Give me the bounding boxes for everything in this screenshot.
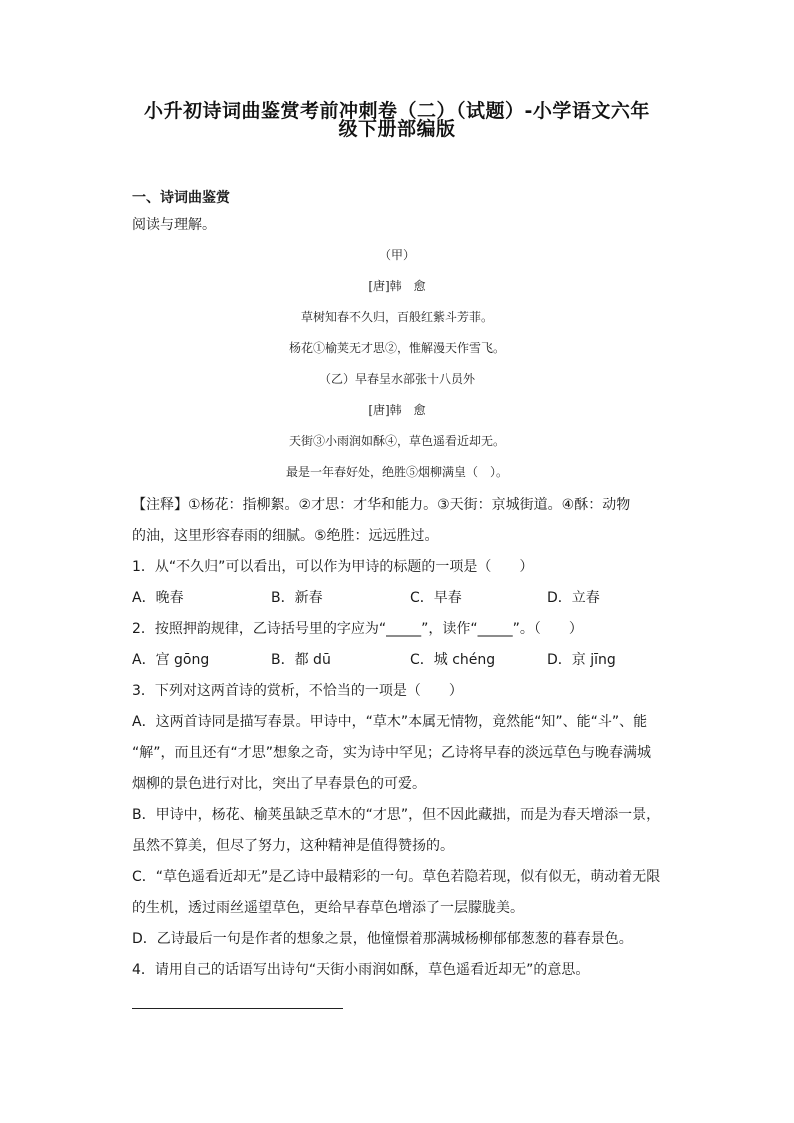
poem-yi-title: （乙）早春呈水部张十八员外 [318,372,475,386]
question-1-option-d: D．立春 [547,590,600,606]
question-3-option-a-line-2: “解”，而且还有“才思”想象之奇，实为诗中罕见；乙诗将早春的淡远草色与晚春满城 [132,745,652,761]
question-1-stem: 1．从“不久归”可以看出，可以作为甲诗的标题的一项是（ ） [132,559,534,575]
question-3-option-c-line-2: 的生机，透过雨丝遥望草色，更给早春草色增添了一层朦胧美。 [132,900,524,916]
question-3-stem: 3．下列对这两首诗的赏析，不恰当的一项是（ ） [132,683,463,699]
answer-line [132,1008,343,1009]
question-3-option-c-line-1: C．“草色遥看近却无”是乙诗中最精彩的一句。草色若隐若现，似有似无，萌动着无限 [132,869,661,885]
question-2-option-a: A．宫 gōng [132,652,210,668]
question-2-option-b: B．都 dū [271,652,331,668]
poem-jia-label: （甲） [378,248,415,262]
question-1-option-b: B．新春 [271,590,323,606]
question-1-option-c: C．早春 [410,590,462,606]
document-title-line-2: 级下册部编版 [338,118,456,140]
notes-line-2: 的油，这里形容春雨的细腻。⑤绝胜：远远胜过。 [132,528,439,544]
instruction-text: 阅读与理解。 [132,217,216,233]
question-3-option-d-line-1: D．乙诗最后一句是作者的想象之景，他憧憬着那满城杨柳郁郁葱葱的暮春景色。 [132,931,633,947]
question-4-stem: 4．请用自己的话语写出诗句“天街小雨润如酥，草色遥看近却无”的意思。 [132,962,590,978]
question-3-option-a-line-3: 烟柳的景色进行对比，突出了早春景色的可爱。 [132,776,426,792]
question-2-stem: 2．按照押韵规律，乙诗括号里的字应为“_____”，读作“_____”。（ ） [132,621,583,637]
poem-jia-author: [唐]韩 愈 [368,279,426,293]
document-title-line-1: 小升初诗词曲鉴赏考前冲刺卷（二）（试题）-小学语文六年 [144,100,650,122]
poem-jia-line-1: 草树知春不久归，百般红紫斗芳菲。 [300,310,493,324]
question-3-option-b-line-1: B．甲诗中，杨花、榆荚虽缺乏草木的“才思”，但不因此藏拙，而是为春天增添一景， [132,807,661,823]
question-1-option-a: A．晚春 [132,590,184,606]
question-3-option-b-line-2: 虽然不算美，但尽了努力，这种精神是值得赞扬的。 [132,838,454,854]
poem-jia-line-2: 杨花①榆荚无才思②，惟解漫天作雪飞。 [288,341,505,355]
question-2-option-d: D．京 jīng [547,652,616,668]
notes-line-1: 【注释】①杨花：指柳絮。②才思：才华和能力。③天街：京城街道。④酥：动物 [132,497,631,513]
poem-yi-line-1: 天街③小雨润如酥④，草色遥看近却无。 [288,434,505,448]
poem-yi-author: [唐]韩 愈 [368,403,426,417]
section-heading: 一、诗词曲鉴赏 [132,190,230,206]
question-3-option-a-line-1: A．这两首诗同是描写春景。甲诗中，“草木”本属无情物，竟然能“知”、能“斗”、能 [132,714,648,730]
poem-yi-line-2: 最是一年春好处，绝胜⑤烟柳满皇（ ）。 [285,465,508,479]
question-2-option-c: C．城 chéng [410,652,496,668]
